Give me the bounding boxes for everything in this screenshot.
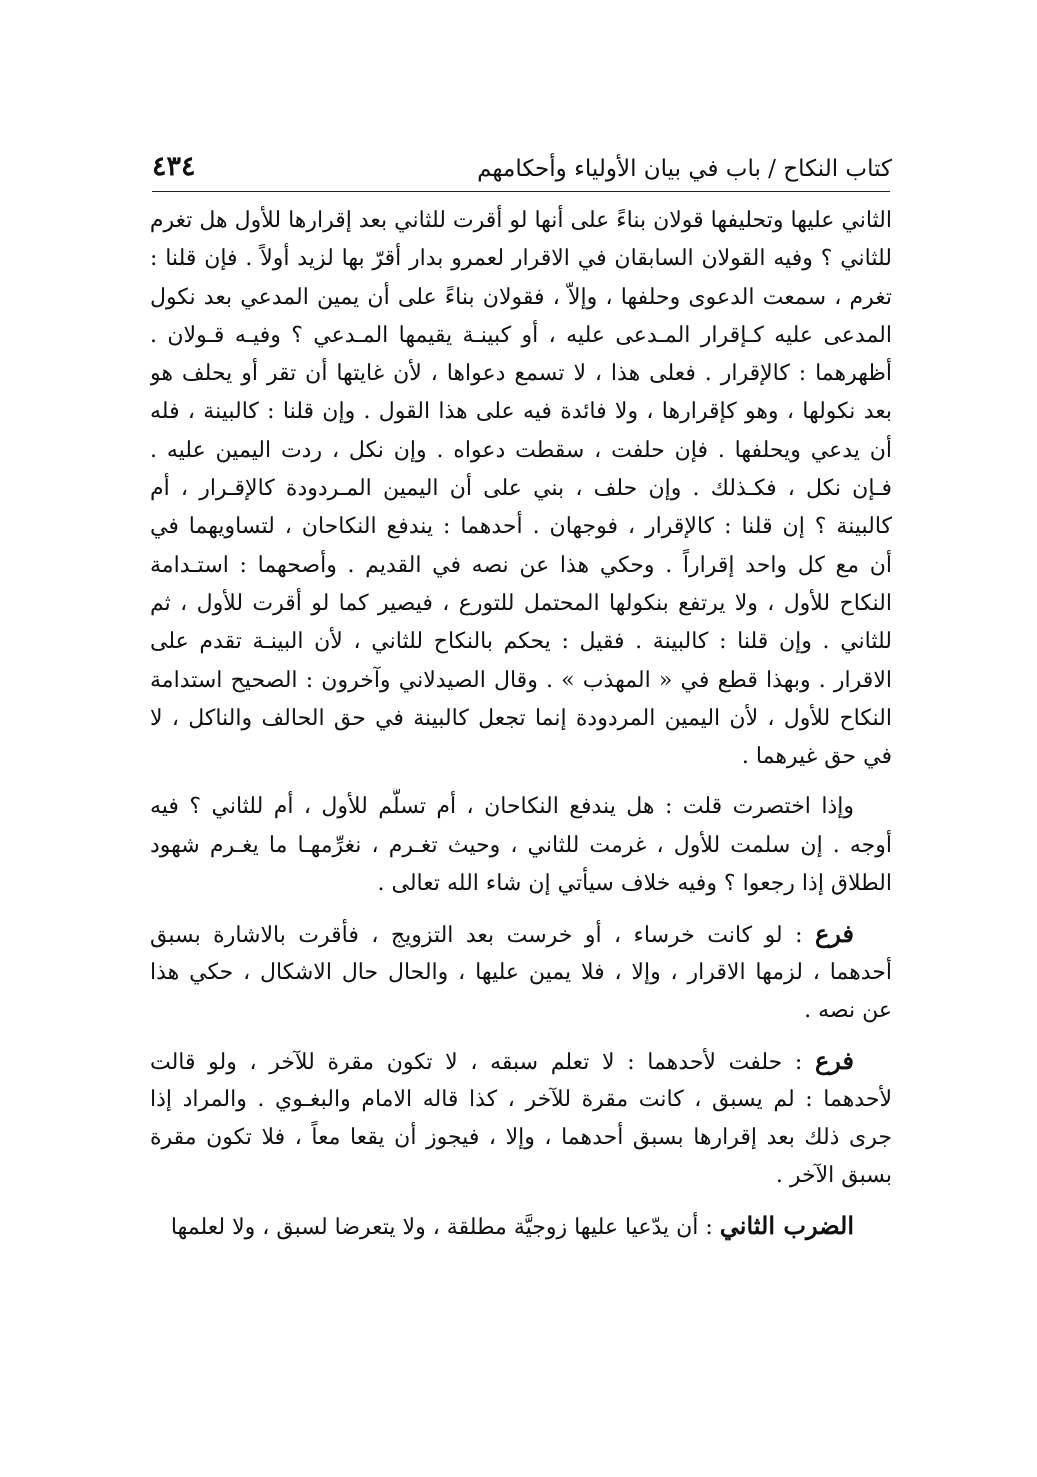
text-line (150, 700, 892, 738)
line-text: لأحدهما : لم يسبق ، كانت مقرة للآخر ، كذا قاله الامام والبغـوي . والمراد إذا (150, 1086, 892, 1112)
line-text: أوجه . إن سلمت للأول ، غرمت للثاني ، وحيث تغـرم ، نغرِّمهـا ما يغـرم شهود (150, 832, 892, 858)
line-text: أن مع كل واحد إقراراً . وحكي هذا عن نصه في القديم . وأصحهما : استـدامة (150, 552, 892, 578)
text-line (150, 585, 892, 623)
text-line (150, 240, 892, 278)
text-line (150, 1119, 892, 1157)
header-rule (152, 191, 890, 192)
line-text: المدعى عليه كـإقرار المـدعى عليه ، أو كبينـة يقيمها المـدعي ؟ وفيـه قـولان . (150, 322, 892, 348)
text-line (150, 202, 892, 240)
page-number: ٤٣٤ (152, 151, 196, 182)
line-text: وإذا اختصرت قلت : هل يندفع النكاحان ، أم تسلَّم للأول ، أم للثاني ؟ فيه (150, 794, 854, 820)
line-text: : حلفت لأحدهما : لا تعلم سبقه ، لا تكون مقرة للآخر ، ولو قالت (150, 1050, 815, 1076)
text-line (150, 393, 892, 431)
paragraph (150, 915, 892, 1030)
text-line (150, 992, 892, 1030)
text-line (150, 738, 892, 776)
text-line (150, 508, 892, 546)
text-line (150, 1157, 892, 1195)
paragraph (150, 1042, 892, 1195)
line-text: تغرم ، سمعت الدعوى وحلفها ، وإلاّ ، فقولان بناءً على أن يمين المدعي بعد نكول (150, 284, 892, 310)
line-text: أن يدعي ويحلفها . فإن حلفت ، سقطت دعواه . وإن نكل ، ردت اليمين عليه . (150, 437, 892, 463)
line-text: النكاح للأول ، ولا يرتفع بنكولها المحتمل للتورع ، فيصير كما لو أقرت للأول ، ثم (150, 590, 892, 616)
text-line (150, 827, 892, 865)
text-line (150, 470, 892, 508)
line-text: الاقرار . وبهذا قطع في « المهذب » . وقال الصيدلاني وآخرون : الصحيح استدامة (150, 667, 892, 693)
section-lead: فرع (814, 1046, 854, 1076)
paragraph-gap (150, 1195, 892, 1207)
paragraph (150, 202, 892, 776)
section-lead: الضرب الثاني (719, 1211, 854, 1241)
line-text: عن نصه . (804, 997, 892, 1023)
line-text: للثاني . وإن قلنا : كالبينة . فقيل : يحكم بالنكاح للثاني ، لأن البينـة تقدم على (150, 629, 892, 655)
paragraph-gap (150, 903, 892, 915)
text-line (150, 1081, 892, 1119)
line-text: جرى ذلك بعد إقرارها بسبق أحدهما ، وإلا ، فيجوز أن يقعا معاً ، فلا تكون مقرة (150, 1124, 892, 1150)
paragraph-gap (150, 776, 892, 788)
line-text: في حق غيرهما . (741, 744, 892, 770)
line-text: أظهرهما : كالإقرار . فعلى هذا ، لا تسمع دعواها ، لأن غايتها أن تقر أو يحلف هو (150, 361, 892, 387)
running-title: كتاب النكاح / باب في بيان الأولياء وأحكامهم (477, 156, 892, 182)
line-text: بعد نكولها ، وهو كإقرارها ، ولا فائدة فيه على هذا القول . وإن قلنا : كالبينة ، فله (150, 399, 892, 425)
line-text: فـإن نكل ، فكـذلك . وإن حلف ، بني على أن اليمين المـردودة كالإقـرار ، أم (150, 476, 892, 502)
text-line (150, 1207, 892, 1245)
text-line (150, 788, 892, 826)
paragraph (150, 788, 892, 903)
text-line (150, 317, 892, 355)
line-text: : لو كانت خرساء ، أو خرست بعد التزويج ، فأقرت بالاشارة بسبق (150, 923, 815, 949)
line-text: كالبينة ؟ إن قلنا : كالإقرار ، فوجهان . أحدهما : يندفع النكاحان ، لتساويهما في (150, 514, 892, 540)
text-line (150, 547, 892, 585)
text-line (150, 662, 892, 700)
text-line (150, 623, 892, 661)
line-text: بسبق الآخر . (775, 1163, 892, 1189)
text-line (150, 865, 892, 903)
line-text: أحدهما ، لزمها الاقرار ، وإلا ، فلا يمين عليها ، والحال حال الاشكال ، حكي هذا (150, 959, 892, 985)
section-lead: فرع (814, 919, 854, 949)
page-header (152, 138, 892, 182)
text-line (150, 355, 892, 393)
text-line (150, 954, 892, 992)
line-text: للثاني ؟ وفيه القولان السابقان في الاقرار لعمرو بدار أقرّ بها لزيد أولاً . فإن قلنا : (150, 246, 892, 272)
text-line (150, 279, 892, 317)
text-line (150, 432, 892, 470)
text-line (150, 915, 892, 953)
line-text: الثاني عليها وتحليفها قولان بناءً على أنها لو أقرت للثاني بعد إقرارها للأول هل تغرم (150, 208, 892, 233)
text-line (150, 1042, 892, 1080)
paragraph (150, 1207, 892, 1245)
line-text: النكاح للأول ، لأن اليمين المردودة إنما تجعل كالبينة في حق الحالف والناكل ، لا (150, 705, 892, 731)
page-body (150, 202, 892, 1246)
paragraph-gap (150, 1030, 892, 1042)
line-text: الطلاق إذا رجعوا ؟ وفيه خلاف سيأتي إن شاء الله تعالى . (377, 871, 892, 897)
line-text: : أن يدّعيا عليها زوجيَّة مطلقة ، ولا يتعرضا لسبق ، ولا لعلمها (170, 1215, 720, 1241)
